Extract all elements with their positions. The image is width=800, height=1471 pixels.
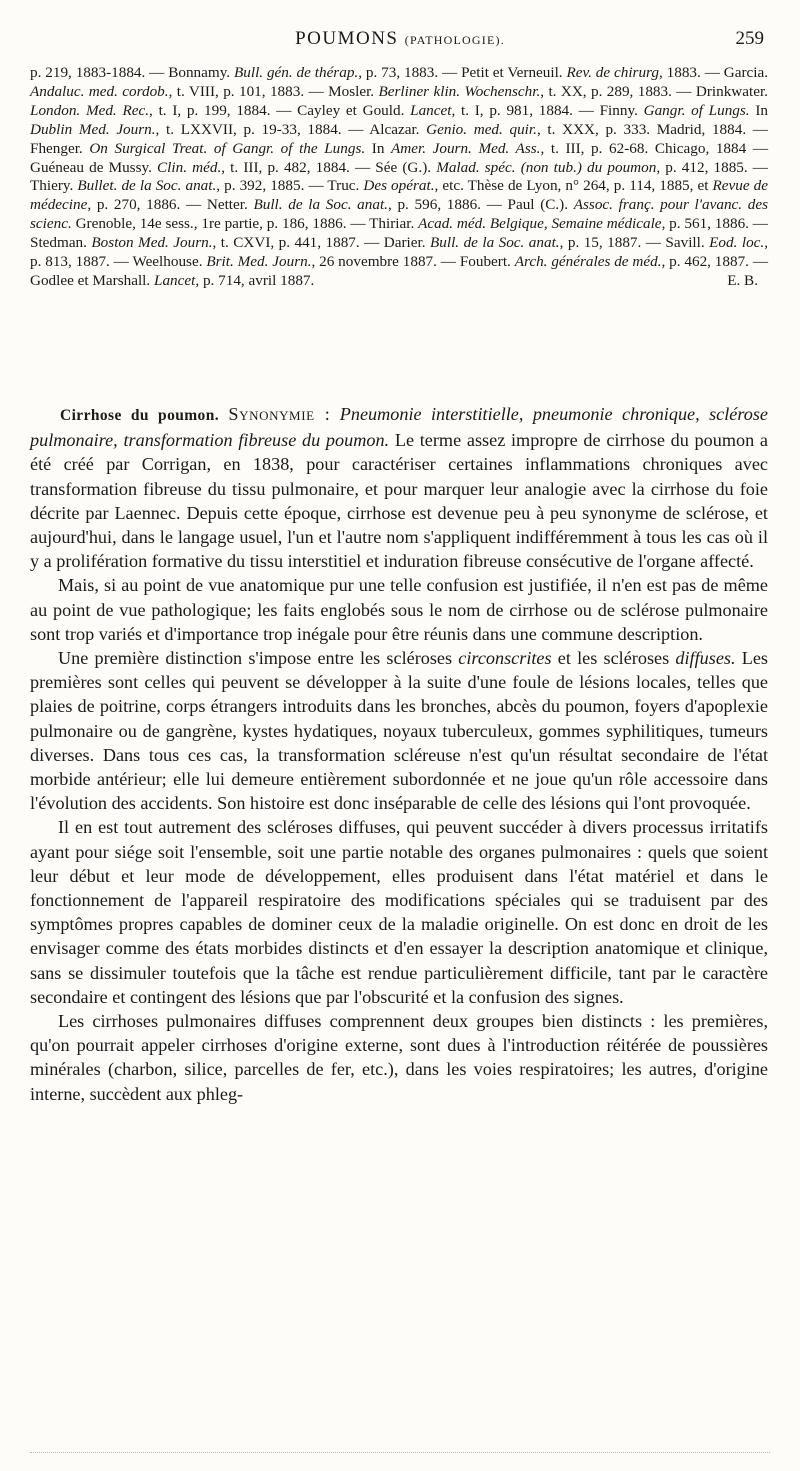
ref-text: , t. VIII, p. 101, 1883. — Mosler.: [168, 82, 379, 100]
paragraph-text: Une première distinction s'impose entre les scléroses: [58, 648, 459, 669]
ref-title: Brit. Med. Journ.: [206, 253, 312, 271]
page-number: 259: [735, 28, 764, 49]
synonymy-label: Synonymie :: [228, 404, 331, 424]
ref-title: Dublin Med. Journ.: [30, 120, 156, 138]
emphasis-text: diffuses.: [675, 648, 736, 669]
ref-title: Eod. loc.: [709, 234, 765, 252]
ref-text: , p. 596, 1886. — Paul (C.).: [387, 196, 574, 214]
ref-text: In: [749, 101, 768, 119]
ref-title: Berliner klin. Wochenschr.: [378, 82, 541, 100]
ref-title: Des opérat.: [363, 177, 435, 195]
ref-text: , t. I, p. 981, 1884. — Finny.: [451, 101, 644, 119]
ref-title: On Surgical Treat. of Gangr. of the Lungs.: [89, 139, 366, 157]
ref-title: Gangr. of Lungs.: [643, 101, 750, 119]
ref-title: Genio. med. quir.: [426, 120, 537, 138]
synonyms-text: Pneumonie interstitielle, pneumonie chronique, sclérose pulmonaire, transformation fibreuse du poumon.: [30, 404, 768, 451]
ref-title: Lancet: [410, 101, 452, 119]
ref-text: , etc. Thèse de Lyon, n° 264, p. 114, 1885, et: [434, 177, 713, 195]
ref-text: , p. 392, 1885. — Truc.: [216, 177, 364, 195]
ref-text: , t. CXVI, p. 441, 1887. — Darier.: [212, 234, 430, 252]
ref-text: , 1883. — Garcia.: [658, 64, 769, 81]
ref-text: , t. III, p. 62-68. Chicago, 1884 — Guéneau de Mussy.: [30, 139, 769, 176]
ref-title: Clin. méd.: [157, 158, 222, 176]
ref-title: Revue de médecine: [30, 177, 768, 214]
bibliography-block: [30, 64, 768, 291]
ref-title: Bull. de la Soc. anat.: [430, 234, 560, 252]
ref-text: , p. 15, 1887. — Savill.: [559, 234, 710, 252]
ref-title: Acad. méd. Belgique, Semaine médicale: [418, 215, 662, 233]
ref-text: , t. III, p. 482, 1884. — Sée (G.).: [221, 158, 437, 176]
paragraph: Les cirrhoses pulmonaires diffuses comprennent deux groupes bien distincts : les premières, qu'on pourrait appeler cirrhoses d'origine externe, sont dues à l'introduction réitérée de poussières minérales (charbon, silice, parcelles de fer, etc.), dans les voies respiratoires; les autres, d'origine interne, succèdent aux phleg-: [30, 1011, 768, 1104]
emphasis-text: circonscrites: [458, 648, 552, 669]
ref-text: In: [365, 139, 392, 157]
ref-text: , p. 813, 1887. — Weelhouse.: [30, 234, 768, 271]
ref-title: Arch. générales de méd.: [514, 253, 662, 271]
article-heading: Cirrhose du poumon.: [60, 407, 219, 424]
running-header: [30, 28, 770, 54]
ref-text: , p. 462, 1887. — Godlee et Marshall.: [30, 253, 769, 289]
ref-title: Bullet. de la Soc. anat.: [77, 177, 217, 195]
article-body: [30, 402, 768, 1106]
ref-title: Assoc. franç. pour l'avanc. des scienc.: [30, 196, 769, 233]
paragraph: [30, 402, 768, 573]
ref-text: , 26 novembre 1887. — Foubert.: [311, 253, 515, 271]
paragraph-text: Les premières sont celles qui peuvent se développer à la suite d'une foule de lésions locales, telles que plaies de poitrine, corps étrangers introduits dans les bronches, abcès du poumon, foyers d'apoplexie pulmonaire ou de gangrène, kystes hydatiques, noyaux tuberculeux, gommes syphilitiques, tumeurs diverses. Dans tous ces cas, la transformation scléreuse n'est qu'un résultat secondaire de l'état morbide antérieur; elle lui demeure entièrement subordonnée et ne joue qu'un rôle accessoire dans l'évolution des accidents. Son histoire est donc inséparable de celle des lésions qui l'ont provoquée.: [30, 648, 769, 814]
page-bottom-rule: [30, 1452, 770, 1453]
header-title: [30, 28, 770, 50]
ref-title: Amer. Journ. Med. Ass.: [391, 139, 541, 157]
ref-text: , p. 73, 1883. — Petit et Verneuil.: [358, 64, 567, 81]
ref-title: Lancet: [154, 271, 196, 289]
paragraph: Il en est tout autrement des scléroses diffuses, qui peuvent succéder à divers processus irritatifs ayant pour siége soit l'ensemble, soit une partie notable des organes pulmonaires : quels que soient leur début et leur mode de développement, elles produisent dans l'état matériel et dans le fonctionnement de l'appareil respiratoire des modifications spéciales qui se traduisent par des symptômes propres capables de dominer ceux de la maladie originelle. On est donc en droit de les envisager comme des états morbides distincts et d'en essayer la description anatomique et clinique, sans se dissimuler toutefois que la tâche est rendue particulièrement difficile, tant par le caractère secondaire et contingent des lésions que par l'obscurité et la confusion des signes.: [30, 817, 768, 1007]
ref-title: Bull. de la Soc. anat.: [253, 196, 388, 214]
paragraph: [30, 646, 768, 815]
ref-text: , t. XX, p. 289, 1883. — Drinkwater.: [540, 82, 768, 100]
author-signature: E. B.: [727, 271, 758, 289]
ref-text: , p. 412, 1885. — Thiery.: [30, 158, 768, 195]
ref-text: p. 219, 1883-1884. — Bonnamy.: [30, 64, 234, 81]
ref-title: Bull. gén. de thérap.: [233, 64, 359, 81]
paragraph: Mais, si au point de vue anatomique pur une telle confusion est justifiée, il n'en est pas de même au point de vue pathologique; les faits englobés sous le nom de cirrhose ou de sclérose pulmonaire sont trop variés et d'importance trop inégale pour être réunis dans une commune description.: [30, 575, 768, 644]
ref-title: Boston Med. Journ.: [91, 234, 213, 252]
ref-title: Malad. spéc. (non tub.) du poumon: [436, 158, 657, 176]
ref-text: , p. 270, 1886. — Netter.: [87, 196, 254, 214]
ref-text: Grenoble, 14e sess., 1re partie, p. 186, 1886. — Thiriar.: [71, 215, 419, 233]
ref-text: , p. 561, 1886. — Stedman.: [30, 215, 768, 252]
paragraph-text: et les scléroses: [551, 648, 676, 669]
paragraph-text: Le terme assez impropre de cirrhose du poumon a été créé par Corrigan, en 1838, pour caractériser certaines inflammations chroniques avec transformation fibreuse du tissu pulmonaire, et pour marquer leur analogie avec la cirrhose du foie décrite par Laennec. Depuis cette époque, cirrhose est devenue peu à peu synonyme de sclérose, et aujourd'hui, dans le langage usuel, l'un et l'autre nom s'appliquent indifféremment à tous les cas où il y a prolifération formative du tissu interstitiel et induration fibreuse consécutive de l'organe affecté.: [30, 430, 768, 572]
ref-text: , t. LXXVII, p. 19-33, 1884. — Alcazar.: [155, 120, 427, 138]
ref-title: London. Med. Rec.: [30, 101, 150, 119]
ref-title: Andaluc. med. cordob.: [30, 82, 169, 100]
ref-text: , t. I, p. 199, 1884. — Cayley et Gould.: [149, 101, 411, 119]
ref-title: Rev. de chirurg: [566, 64, 659, 81]
ref-text: , t. XXX, p. 333. Madrid, 1884. — Fhenger.: [30, 120, 768, 157]
header-main: POUMONS: [295, 28, 399, 49]
header-subtitle: (PATHOLOGIE).: [404, 33, 505, 47]
ref-text: , p. 714, avril 1887.: [195, 271, 315, 289]
